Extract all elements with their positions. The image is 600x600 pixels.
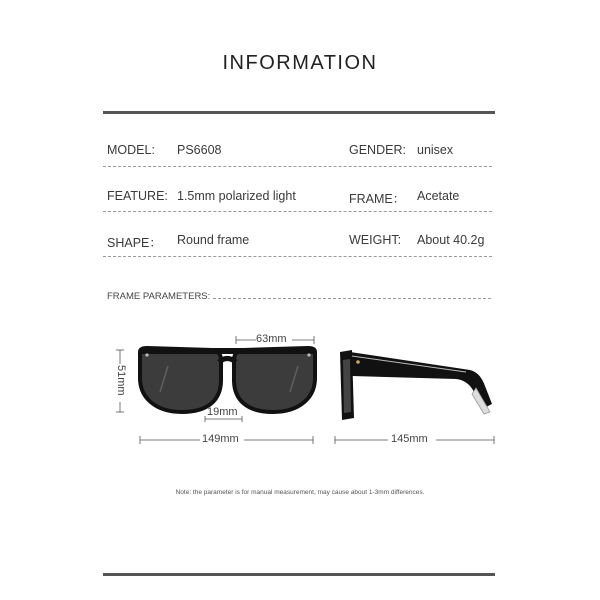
gender-label: GENDER: — [349, 143, 406, 157]
weight-label: WEIGHT: — [349, 233, 402, 247]
frame-parameters-label: FRAME PARAMETERS: — [107, 291, 211, 302]
shape-value: Round frame — [177, 233, 250, 247]
gender-value: unisex — [417, 143, 454, 157]
measurement-note: Note: the parameter is for manual measurement, may cause about 1-3mm differences. — [175, 489, 425, 496]
bottom-divider — [103, 573, 495, 576]
shape-label: SHAPE： — [107, 236, 162, 250]
frame-label: FRAME： — [349, 192, 406, 206]
front-view-glasses — [140, 348, 315, 412]
temple-rivet — [356, 360, 360, 364]
feature-value: 1.5mm polarized light — [177, 189, 296, 203]
lens-height-label: 51mm — [115, 365, 127, 396]
feature-label: FEATURE: — [107, 189, 168, 203]
bridge — [219, 359, 236, 363]
model-label: MODEL: — [107, 143, 155, 157]
weight-value: About 40.2g — [417, 233, 485, 247]
frame-value: Acetate — [417, 189, 460, 203]
hinge-rivet — [307, 353, 310, 356]
side-front-lens — [343, 359, 351, 413]
hinge-rivet — [145, 353, 148, 356]
temple-length-label: 145mm — [391, 433, 428, 445]
right-lens — [234, 348, 315, 412]
temple-arm — [350, 352, 492, 408]
model-value: PS6608 — [177, 143, 222, 157]
page-title: INFORMATION — [222, 52, 378, 74]
lens-width-label: 63mm — [256, 333, 287, 345]
side-view-glasses — [340, 350, 492, 420]
total-width-label: 149mm — [202, 433, 239, 445]
left-lens — [140, 348, 221, 412]
bridge-label: 19mm — [207, 406, 238, 418]
